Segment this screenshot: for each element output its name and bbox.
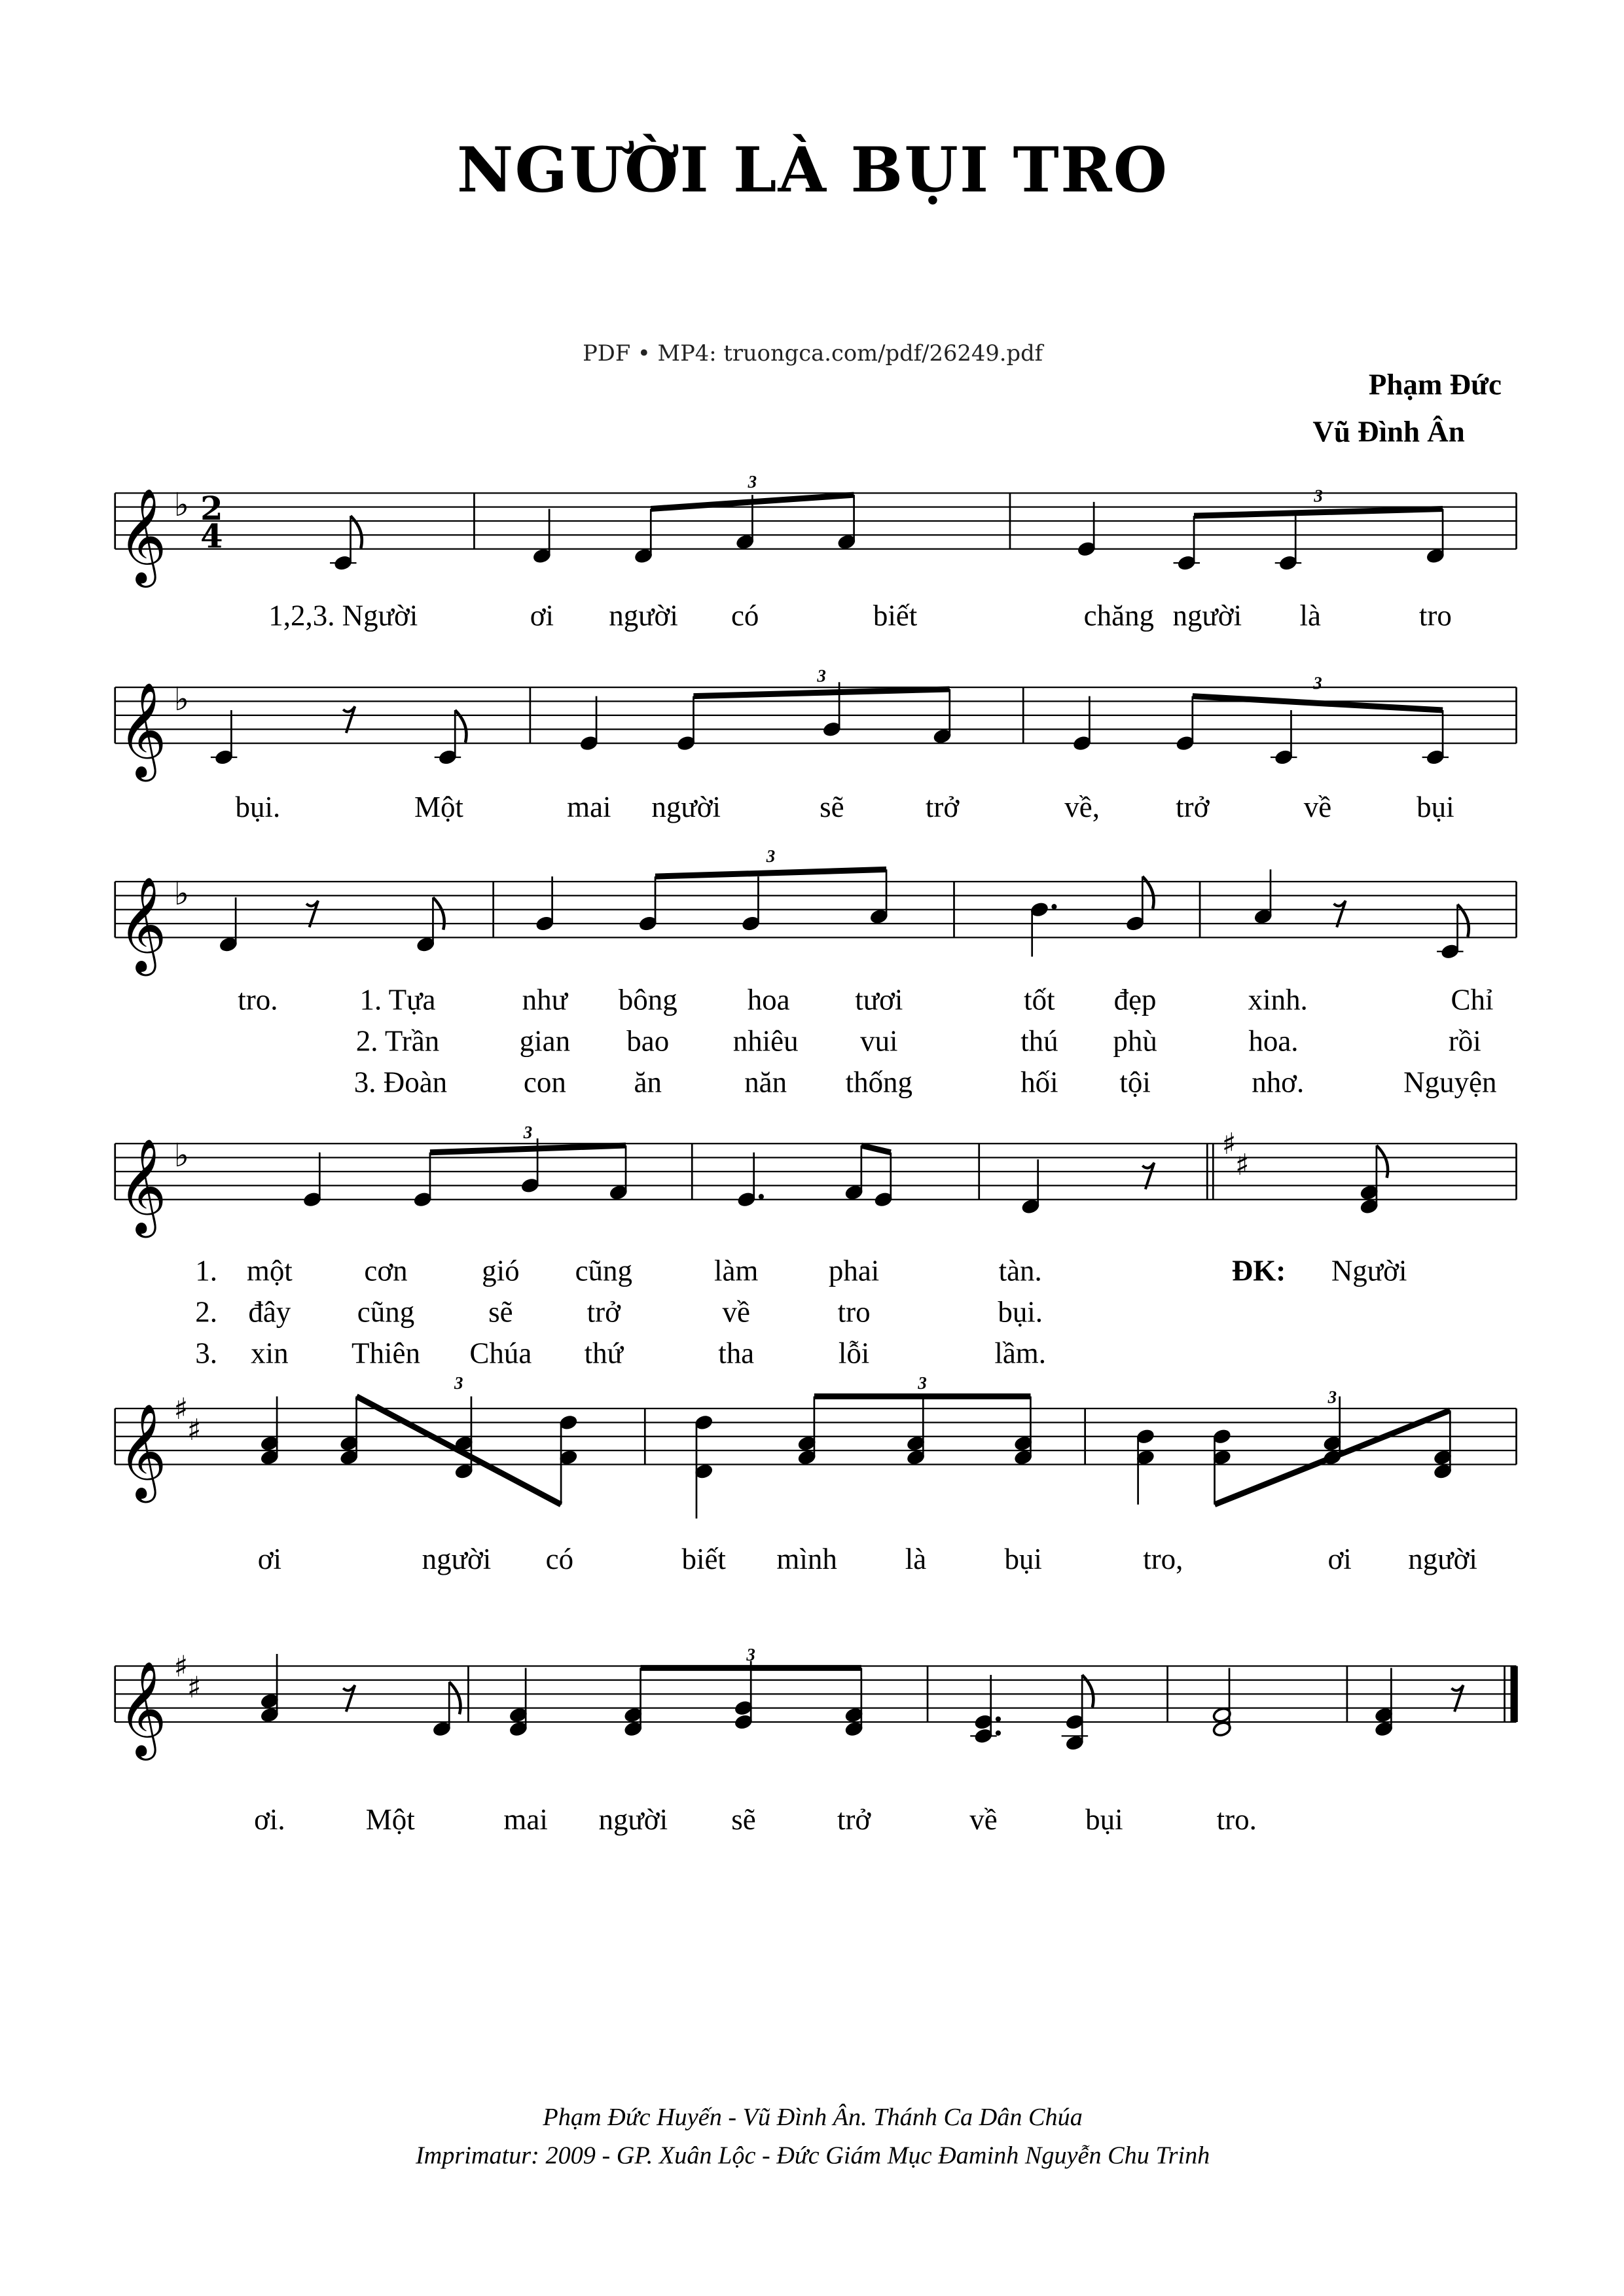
- lyric-syllable: bụi.: [235, 791, 281, 824]
- lyric-syllable: bụi.: [998, 1295, 1043, 1329]
- lyric-syllable: có: [731, 599, 759, 632]
- lyric-syllable: bụi: [1416, 791, 1454, 824]
- sharp-icon: ♯: [187, 1670, 202, 1705]
- treble-clef-icon: 𝄞: [118, 1402, 167, 1499]
- sharp-icon: ♯: [187, 1412, 202, 1447]
- note: [339, 1396, 359, 1465]
- lyric-syllable: người: [598, 1803, 668, 1837]
- lyric-syllable: tốt: [1024, 983, 1055, 1016]
- triplet-mark: 3: [1313, 673, 1322, 693]
- lyric-syllable: năn: [744, 1066, 787, 1099]
- flat-icon: ♭: [173, 486, 190, 524]
- note: [869, 869, 889, 925]
- note: [330, 516, 362, 571]
- lyric-syllable: rồi: [1448, 1024, 1481, 1058]
- note: [1062, 1675, 1094, 1751]
- lyric-syllable: Người: [1331, 1254, 1407, 1287]
- dot: [996, 1731, 1001, 1736]
- lyric-syllable: mai: [503, 1803, 548, 1837]
- dot: [759, 1194, 764, 1199]
- note: [1013, 1396, 1033, 1465]
- note: [558, 1414, 578, 1505]
- beam: [655, 869, 886, 876]
- lyric-syllable: người: [422, 1543, 492, 1576]
- lyric-syllable: về: [969, 1803, 998, 1837]
- lyric-syllable: thống: [845, 1066, 913, 1099]
- time-signature-top: 2: [200, 489, 223, 528]
- lyric-syllable: vui: [860, 1024, 898, 1058]
- triplet-mark: 3: [454, 1373, 463, 1393]
- lyric-syllable: sẽ: [820, 791, 844, 824]
- lyric-syllable: gió: [482, 1254, 520, 1287]
- triplet-mark: 3: [523, 1122, 533, 1142]
- lyric-syllable: 1,2,3. Người: [268, 599, 418, 632]
- note: [797, 1396, 817, 1465]
- note: [1437, 905, 1469, 960]
- staff-system: [115, 472, 1517, 588]
- note: [432, 1682, 460, 1738]
- lyric-syllable: xin: [251, 1336, 289, 1370]
- note: [1254, 869, 1273, 925]
- lyric-syllable: như: [522, 983, 568, 1016]
- lyric-syllable: Thiên: [352, 1336, 420, 1370]
- lyric-syllable: trở: [1176, 791, 1210, 824]
- lyric-syllable: là: [1299, 599, 1321, 632]
- note: [694, 1414, 713, 1518]
- lyric-syllable: sẽ: [731, 1803, 756, 1837]
- note: [933, 689, 952, 745]
- lyric-syllable: là: [905, 1543, 927, 1576]
- lyric-syllable: mình: [776, 1543, 837, 1576]
- lyric-syllable: hoa.: [1248, 1024, 1299, 1058]
- lyric-syllable: làm: [713, 1254, 759, 1287]
- lyric-syllable: 3. Đoàn: [353, 1066, 448, 1099]
- triplet-mark: 3: [746, 1645, 755, 1665]
- note: [413, 1153, 433, 1208]
- beam: [861, 1145, 891, 1153]
- triplet-mark: 3: [766, 846, 776, 867]
- final-barline: [1511, 1666, 1518, 1722]
- lyric-syllable: về,: [1064, 791, 1100, 824]
- source-link[interactable]: PDF • MP4: truongca.com/pdf/26249.pdf: [583, 340, 1043, 366]
- note: [1422, 710, 1449, 766]
- lyric-syllable: người: [1172, 599, 1242, 632]
- note: [634, 509, 653, 564]
- triplet-mark: 3: [748, 471, 757, 492]
- lyric-syllable: xinh.: [1248, 983, 1308, 1016]
- lyric-syllable: sẽ: [488, 1295, 513, 1329]
- note: [1360, 1145, 1388, 1215]
- note: [844, 1145, 864, 1201]
- lyric-syllable: trở: [586, 1295, 621, 1329]
- note: [260, 1396, 280, 1465]
- note: [906, 1396, 926, 1465]
- treble-clef-icon: 𝄞: [118, 1138, 167, 1234]
- treble-clef-icon: 𝄞: [118, 875, 167, 972]
- note: [219, 897, 238, 953]
- triplet-mark: 3: [1314, 486, 1323, 506]
- note: [211, 710, 237, 766]
- lyric-syllable: tro: [837, 1295, 871, 1329]
- triplet-mark: 3: [1327, 1387, 1337, 1407]
- triplet-mark: 3: [817, 666, 826, 686]
- sharp-icon: ♯: [1235, 1147, 1250, 1183]
- flat-icon: ♭: [173, 1136, 190, 1175]
- note: [1136, 1428, 1155, 1505]
- dot: [996, 1716, 1001, 1721]
- lyric-syllable: một: [246, 1254, 293, 1287]
- note: [1176, 696, 1195, 752]
- lyric-syllable: ơi: [530, 599, 554, 632]
- lyric-syllable: hoa: [747, 983, 790, 1016]
- flag: [433, 897, 444, 929]
- flat-icon: ♭: [173, 680, 190, 719]
- lyric-syllable: người: [1408, 1543, 1477, 1576]
- note: [1374, 1668, 1394, 1737]
- staff-system: [115, 1373, 1517, 1518]
- lyric-syllable: Chúa: [469, 1336, 532, 1370]
- lyric-syllable: tro.: [1216, 1803, 1257, 1837]
- lyric-syllable: 1. Tựa: [359, 983, 436, 1016]
- note: [1426, 509, 1445, 564]
- staff-system: [115, 1645, 1518, 1761]
- flag: [1377, 1145, 1388, 1177]
- note: [844, 1668, 864, 1737]
- lyric-syllable: tàn.: [998, 1254, 1042, 1287]
- note: [1174, 516, 1200, 571]
- lyric-syllable: 2.: [195, 1295, 218, 1329]
- lyric-syllable: mai: [567, 791, 611, 824]
- note: [532, 509, 552, 564]
- beam: [1194, 509, 1443, 516]
- lyric-syllable: biết: [873, 599, 918, 632]
- footer-imprimatur: Imprimatur: 2009 - GP. Xuân Lộc - Đức Giám Mục Đaminh Nguyễn Chu Trinh: [415, 2142, 1210, 2170]
- note: [1072, 696, 1092, 752]
- lyric-syllable: trở: [925, 791, 960, 824]
- lyric-syllable: hối: [1020, 1066, 1058, 1099]
- lyric-syllable: cũng: [357, 1295, 415, 1329]
- lyric-syllable: phai: [828, 1254, 880, 1287]
- lyric-syllable: Nguyện: [1403, 1066, 1497, 1099]
- lyric-syllable: 2. Trần: [355, 1024, 440, 1058]
- lyric-syllable: tro.: [238, 983, 278, 1016]
- beam: [1215, 1410, 1451, 1505]
- lyric-syllable: lỗi: [838, 1336, 870, 1370]
- lyric-syllable: tha: [718, 1336, 755, 1370]
- lyric-syllable: có: [545, 1543, 574, 1576]
- lyric-syllable: tro: [1418, 599, 1452, 632]
- staff-system: [115, 846, 1517, 977]
- flag: [449, 1682, 460, 1714]
- lyric-syllable: chăng: [1083, 599, 1155, 632]
- note: [837, 495, 856, 550]
- lyric-syllable: Một: [365, 1803, 415, 1837]
- note: [1021, 1159, 1041, 1215]
- lyric-syllable: ăn: [634, 1066, 662, 1099]
- beam: [693, 689, 949, 696]
- lyric-syllable: cũng: [575, 1254, 633, 1287]
- lyric-syllable: ơi: [257, 1543, 281, 1576]
- sharp-icon: ♯: [1221, 1126, 1236, 1161]
- note: [416, 897, 444, 953]
- sharp-icon: ♯: [173, 1391, 189, 1426]
- note: [435, 710, 467, 766]
- lyric-syllable: lầm.: [994, 1336, 1047, 1370]
- note: [260, 1654, 280, 1723]
- lyric-syllable: người: [609, 599, 678, 632]
- lyric-syllable: đẹp: [1113, 983, 1157, 1016]
- lyric-syllable: cơn: [364, 1254, 408, 1287]
- lyric-syllable: về: [1303, 791, 1332, 824]
- lyric-syllable: đây: [248, 1295, 291, 1329]
- note: [509, 1668, 528, 1737]
- lyric-syllable: bông: [618, 983, 677, 1016]
- lyric-syllable: bụi: [1004, 1543, 1042, 1576]
- sharp-icon: ♯: [173, 1649, 189, 1684]
- note: [302, 1153, 322, 1208]
- note: [676, 696, 696, 752]
- staff-system: [115, 666, 1517, 782]
- lyric-syllable: ơi.: [254, 1803, 285, 1837]
- note: [1077, 502, 1096, 558]
- time-signature-bottom: 4: [200, 517, 223, 556]
- note: [1433, 1410, 1453, 1480]
- flat-icon: ♭: [173, 874, 190, 912]
- composer: Phạm Đức: [1368, 368, 1502, 401]
- note: [579, 696, 599, 752]
- treble-clef-icon: 𝄞: [118, 681, 167, 778]
- footer-credit: Phạm Đức Huyến - Vũ Đình Ân. Thánh Ca Dân Chúa: [543, 2104, 1083, 2132]
- lyric-syllable: Một: [414, 791, 463, 824]
- lyric-syllable: người: [651, 791, 721, 824]
- staff-system: [115, 1122, 1517, 1238]
- note: [874, 1153, 893, 1208]
- lyric-syllable: bụi: [1085, 1803, 1123, 1837]
- lyric-syllable: thứ: [584, 1336, 623, 1370]
- lyric-syllable: tội: [1119, 1066, 1151, 1099]
- lyric-syllable: phù: [1113, 1024, 1157, 1058]
- note: [535, 876, 554, 932]
- note: [1271, 710, 1297, 766]
- lyric-syllable: con: [523, 1066, 566, 1099]
- lyric-syllable: Chỉ: [1451, 983, 1494, 1016]
- lyric-syllable: nhơ.: [1252, 1066, 1305, 1099]
- treble-clef-icon: 𝄞: [118, 1660, 167, 1757]
- lyric-syllable: trở: [837, 1803, 871, 1837]
- lyric-syllable: tro,: [1143, 1543, 1183, 1576]
- note: [741, 876, 761, 932]
- lyric-syllable: gian: [519, 1024, 571, 1058]
- note: [609, 1145, 628, 1201]
- dot: [1051, 904, 1056, 909]
- lyric-syllable: biết: [681, 1543, 726, 1576]
- beam: [1193, 696, 1443, 710]
- lyric-syllable: thú: [1020, 1024, 1058, 1058]
- note: [1212, 1668, 1232, 1737]
- lyric-syllable: về: [722, 1295, 750, 1329]
- note: [638, 876, 658, 932]
- refrain-label: ĐK:: [1231, 1254, 1286, 1287]
- note: [1275, 516, 1301, 571]
- note: [970, 1675, 1001, 1744]
- lyric-syllable: bao: [626, 1024, 670, 1058]
- lyric-syllable: nhiêu: [732, 1024, 799, 1058]
- triplet-mark: 3: [918, 1373, 927, 1393]
- lyric-syllable: ơi: [1327, 1543, 1352, 1576]
- note: [623, 1668, 643, 1737]
- treble-clef-icon: 𝄞: [118, 487, 167, 584]
- lyricist: Vũ Đình Ân: [1312, 415, 1465, 448]
- note: [1212, 1428, 1232, 1505]
- lyric-syllable: 1.: [195, 1254, 218, 1287]
- lyric-syllable: 3.: [195, 1336, 218, 1370]
- beam: [430, 1145, 626, 1153]
- note: [734, 1661, 753, 1731]
- lyric-syllable: tươi: [855, 983, 903, 1016]
- score: [115, 472, 1518, 1836]
- song-title: NGƯỜI LÀ BỤI TRO: [456, 134, 1169, 207]
